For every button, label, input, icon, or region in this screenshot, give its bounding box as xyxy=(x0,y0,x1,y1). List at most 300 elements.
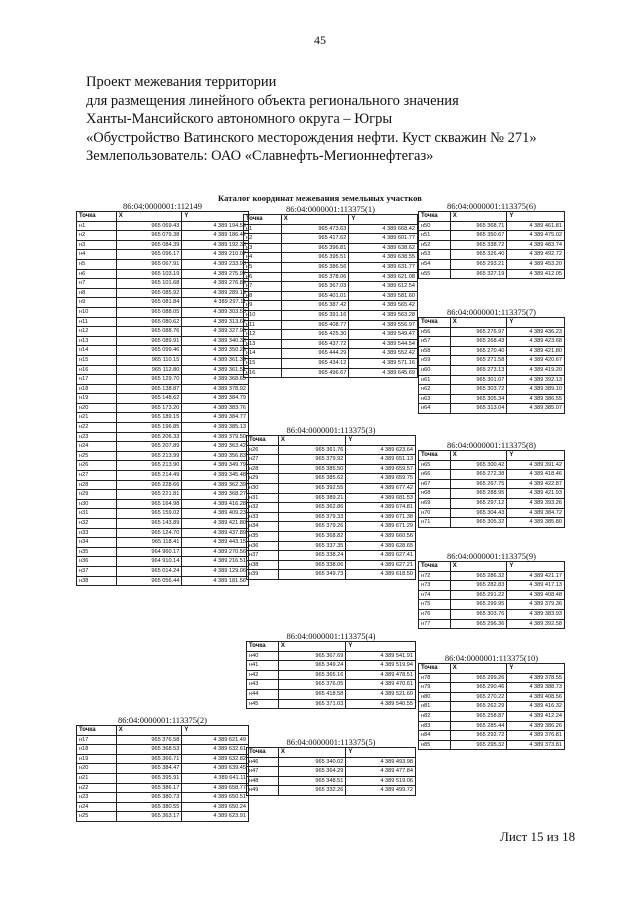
x-cell: 965 101.68 xyxy=(116,279,182,289)
point-cell: н37 xyxy=(247,551,279,561)
y-cell: 4 389 383.76 xyxy=(182,403,249,413)
table-row xyxy=(77,307,249,317)
y-cell: 4 389 416.32 xyxy=(507,702,565,712)
table-row xyxy=(244,301,418,311)
x-cell: 965 349.73 xyxy=(278,570,346,580)
point-cell: н28 xyxy=(247,464,279,474)
header-x: X xyxy=(450,664,507,674)
table-row xyxy=(77,336,249,346)
header-point: Точка xyxy=(77,726,117,736)
point-cell: н34 xyxy=(247,522,279,532)
x-cell: 965 067.91 xyxy=(116,259,182,269)
y-cell: 4 389 393.26 xyxy=(507,498,565,508)
table-row xyxy=(244,234,418,244)
point-cell: н32 xyxy=(77,519,117,529)
point-cell: н35 xyxy=(77,547,117,557)
point-cell: н45 xyxy=(247,699,279,709)
y-cell: 4 389 376.81 xyxy=(507,731,565,741)
x-cell: 965 338.24 xyxy=(278,551,346,561)
x-cell: 965 293.21 xyxy=(450,259,507,269)
table-row xyxy=(244,358,418,368)
x-cell: 965 112.80 xyxy=(116,365,182,375)
y-cell: 4 389 519.06 xyxy=(346,776,416,786)
x-cell: 965 361.76 xyxy=(278,445,346,455)
table-row xyxy=(419,356,565,366)
x-cell: 964 960.17 xyxy=(116,547,182,557)
x-cell: 965 313.04 xyxy=(450,404,507,414)
table-row xyxy=(247,483,416,493)
y-cell: 4 389 418.46 xyxy=(507,470,565,480)
cadastral-number-caption: 86:04:0000001:113375(6) xyxy=(447,201,536,211)
y-cell: 4 389 627.21 xyxy=(346,560,416,570)
table-row xyxy=(247,767,416,777)
coordinate-table xyxy=(246,641,416,709)
y-cell: 4 389 638.62 xyxy=(349,243,418,253)
header-y: Y xyxy=(346,748,416,758)
table-row xyxy=(419,609,565,619)
y-cell: 4 389 443.15 xyxy=(182,538,249,548)
y-cell: 4 389 645.69 xyxy=(349,368,418,378)
x-cell: 965 380.73 xyxy=(116,793,182,803)
header-x: X xyxy=(278,436,346,446)
y-cell: 4 389 618.50 xyxy=(346,570,416,580)
table-row xyxy=(419,240,565,250)
y-cell: 4 389 601.77 xyxy=(349,234,418,244)
x-cell: 964 910.14 xyxy=(116,557,182,567)
table-row xyxy=(419,470,565,480)
x-cell: 965 196.85 xyxy=(116,423,182,433)
x-cell: 965 088.05 xyxy=(116,307,182,317)
y-cell: 4 389 470.61 xyxy=(346,680,416,690)
y-cell: 4 389 521.60 xyxy=(346,689,416,699)
header-x: X xyxy=(278,642,346,652)
table-row xyxy=(247,570,416,580)
header-point: Точка xyxy=(247,748,279,758)
x-cell: 965 496.67 xyxy=(281,368,349,378)
x-cell: 965 338.06 xyxy=(278,560,346,570)
cadastral-number-caption: 86:04:0000001:113375(7) xyxy=(447,307,536,317)
table-row xyxy=(419,259,565,269)
x-cell: 965 332.26 xyxy=(278,786,346,796)
x-cell: 965 129.70 xyxy=(116,375,182,385)
table-row xyxy=(247,464,416,474)
x-cell: 965 290.46 xyxy=(450,683,507,693)
point-cell: н38 xyxy=(77,576,117,586)
cadastral-number-caption: 86:04:0000001:113375(4) xyxy=(286,631,376,641)
y-cell: 4 389 477.84 xyxy=(346,767,416,777)
x-cell: 965 300.42 xyxy=(450,460,507,470)
table-row xyxy=(77,547,249,557)
x-cell: 965 214.49 xyxy=(116,471,182,481)
y-cell: 4 389 492.72 xyxy=(507,250,565,260)
header-line: «Обустройство Ватинского месторождения нефти. Куст скважин № 271» xyxy=(86,129,537,146)
y-cell: 4 389 671.29 xyxy=(346,522,416,532)
point-cell: н62 xyxy=(419,385,451,395)
point-cell: н83 xyxy=(419,721,451,731)
point-cell: н22 xyxy=(77,783,117,793)
table-row xyxy=(77,499,249,509)
point-cell: н42 xyxy=(247,670,279,680)
y-cell: 4 389 632.61 xyxy=(182,745,249,755)
point-cell: н21 xyxy=(77,413,117,423)
x-cell: 965 338.72 xyxy=(450,240,507,250)
document-header xyxy=(86,73,606,166)
header-point: Точка xyxy=(247,642,279,652)
x-cell: 965 379.33 xyxy=(278,512,346,522)
point-cell: н40 xyxy=(247,651,279,661)
table-row xyxy=(244,320,418,330)
x-cell: 965 367.03 xyxy=(281,282,349,292)
coordinate-table xyxy=(418,561,565,629)
coordinate-table xyxy=(246,435,416,580)
x-cell: 965 378.06 xyxy=(281,272,349,282)
x-cell: 965 103.19 xyxy=(116,269,182,279)
coordinate-table xyxy=(76,211,249,586)
x-cell: 965 258.87 xyxy=(450,711,507,721)
x-cell: 965 395.51 xyxy=(281,253,349,263)
x-cell: 965 056.44 xyxy=(116,576,182,586)
table-row xyxy=(77,480,249,490)
point-cell: н58 xyxy=(419,346,451,356)
header-y: Y xyxy=(507,212,565,222)
x-cell: 965 386.56 xyxy=(281,262,349,272)
point-cell: н35 xyxy=(247,531,279,541)
header-y: Y xyxy=(507,562,565,572)
x-cell: 965 080.62 xyxy=(116,317,182,327)
point-cell: н49 xyxy=(247,786,279,796)
table-row xyxy=(419,346,565,356)
x-cell: 965 262.29 xyxy=(450,702,507,712)
point-cell: н57 xyxy=(419,337,451,347)
table-row xyxy=(419,231,565,241)
point-cell: н18 xyxy=(77,384,117,394)
table-header-row xyxy=(244,215,418,225)
table-row xyxy=(419,702,565,712)
point-cell: н76 xyxy=(419,609,451,619)
point-cell: н4 xyxy=(77,250,117,260)
x-cell: 965 207.89 xyxy=(116,442,182,452)
y-cell: 4 389 478.51 xyxy=(346,670,416,680)
y-cell: 4 389 368.65 xyxy=(182,375,249,385)
point-cell: н21 xyxy=(77,773,117,783)
table-row xyxy=(77,566,249,576)
x-cell: 965 417.62 xyxy=(281,234,349,244)
point-cell: н60 xyxy=(419,365,451,375)
y-cell: 4 389 671.38 xyxy=(346,512,416,522)
point-cell: н64 xyxy=(419,404,451,414)
x-cell: 965 228.66 xyxy=(116,480,182,490)
point-cell: н51 xyxy=(419,231,451,241)
y-cell: 4 389 386.26 xyxy=(507,721,565,731)
y-cell: 4 389 289.19 xyxy=(182,288,249,298)
table-row xyxy=(419,683,565,693)
point-cell: н34 xyxy=(77,538,117,548)
table-row xyxy=(77,327,249,337)
point-cell: н68 xyxy=(419,489,451,499)
point-cell: н77 xyxy=(419,619,451,629)
y-cell: 4 389 475.02 xyxy=(507,231,565,241)
table-row xyxy=(77,802,249,812)
table-row xyxy=(77,346,249,356)
point-cell: н5 xyxy=(244,262,282,272)
x-cell: 965 138.87 xyxy=(116,384,182,394)
point-cell: н14 xyxy=(244,349,282,359)
table-row xyxy=(419,489,565,499)
y-cell: 4 389 453.20 xyxy=(507,259,565,269)
point-cell: н29 xyxy=(77,490,117,500)
table-header-row xyxy=(77,212,249,222)
table-header-row xyxy=(419,451,565,461)
y-cell: 4 389 549.47 xyxy=(349,330,418,340)
table-row xyxy=(77,355,249,365)
x-cell: 965 110.15 xyxy=(116,355,182,365)
table-row xyxy=(77,403,249,413)
y-cell: 4 389 499.72 xyxy=(346,786,416,796)
point-cell: н85 xyxy=(419,740,451,750)
header-y: Y xyxy=(507,664,565,674)
y-cell: 4 389 632.82 xyxy=(182,754,249,764)
point-cell: н19 xyxy=(77,394,117,404)
y-cell: 4 389 361.39 xyxy=(182,355,249,365)
table-row xyxy=(247,512,416,522)
y-cell: 4 389 340.33 xyxy=(182,336,249,346)
y-cell: 4 389 361.51 xyxy=(182,365,249,375)
x-cell: 965 297.12 xyxy=(450,498,507,508)
x-cell: 965 213.99 xyxy=(116,451,182,461)
cadastral-number-caption: 86:04:0000001:113375(1) xyxy=(286,204,375,214)
x-cell: 965 206.33 xyxy=(116,432,182,442)
table-row xyxy=(77,519,249,529)
x-cell: 965 444.29 xyxy=(281,349,349,359)
coordinate-table-block xyxy=(418,653,565,750)
x-cell: 965 368.82 xyxy=(278,531,346,541)
table-row xyxy=(244,339,418,349)
table-row xyxy=(419,590,565,600)
point-cell: н36 xyxy=(247,541,279,551)
cadastral-number-caption: 86:04:0000001:113375(9) xyxy=(447,551,536,561)
x-cell: 965 304.43 xyxy=(450,508,507,518)
point-cell: н5 xyxy=(77,259,117,269)
x-cell: 965 418.58 xyxy=(278,689,346,699)
cadastral-number-caption: 86:04:0000001:112149 xyxy=(122,201,203,211)
x-cell: 965 271.58 xyxy=(450,356,507,366)
x-cell: 965 268.43 xyxy=(450,337,507,347)
y-cell: 4 389 658.77 xyxy=(182,783,249,793)
x-cell: 965 282.83 xyxy=(450,581,507,591)
y-cell: 4 389 378.92 xyxy=(182,384,249,394)
x-cell: 965 379.92 xyxy=(278,455,346,465)
coordinate-table-block xyxy=(76,715,249,822)
table-row xyxy=(77,528,249,538)
y-cell: 4 389 681.53 xyxy=(346,493,416,503)
table-row xyxy=(419,721,565,731)
x-cell: 965 286.32 xyxy=(450,571,507,581)
x-cell: 965 221.81 xyxy=(116,490,182,500)
x-cell: 965 385.50 xyxy=(278,464,346,474)
x-cell: 965 189.15 xyxy=(116,413,182,423)
cadastral-number-caption: 86:04:0000001:113375(3) xyxy=(286,425,376,435)
point-cell: н29 xyxy=(247,474,279,484)
x-cell: 965 267.75 xyxy=(450,479,507,489)
point-cell: н26 xyxy=(247,445,279,455)
table-header-row xyxy=(247,436,416,446)
y-cell: 4 389 233.93 xyxy=(182,259,249,269)
header-y: Y xyxy=(507,451,565,461)
y-cell: 4 389 392.58 xyxy=(507,619,565,629)
x-cell: 965 299.95 xyxy=(450,600,507,610)
point-cell: н2 xyxy=(244,234,282,244)
table-row xyxy=(247,786,416,796)
x-cell: 965 408.77 xyxy=(281,320,349,330)
table-row xyxy=(419,571,565,581)
point-cell: н11 xyxy=(244,320,282,330)
point-cell: н59 xyxy=(419,356,451,366)
x-cell: 965 164.98 xyxy=(116,499,182,509)
y-cell: 4 389 388.73 xyxy=(507,683,565,693)
x-cell: 965 376.05 xyxy=(278,680,346,690)
x-cell: 965 326.40 xyxy=(450,250,507,260)
point-cell: н25 xyxy=(77,451,117,461)
table-row xyxy=(419,269,565,279)
y-cell: 4 389 563.28 xyxy=(349,310,418,320)
point-cell: н12 xyxy=(77,327,117,337)
y-cell: 4 389 659.75 xyxy=(346,474,416,484)
header-point: Точка xyxy=(419,664,451,674)
x-cell: 965 291.22 xyxy=(450,590,507,600)
header-point: Точка xyxy=(247,436,279,446)
y-cell: 4 389 275.92 xyxy=(182,269,249,279)
cadastral-number-caption: 86:04:0000001:113375(2) xyxy=(118,715,207,725)
y-cell: 4 389 437.89 xyxy=(182,528,249,538)
header-y: Y xyxy=(346,436,416,446)
point-cell: н70 xyxy=(419,508,451,518)
table-row xyxy=(247,680,416,690)
header-point: Точка xyxy=(419,212,451,222)
table-row xyxy=(247,661,416,671)
x-cell: 965 385.62 xyxy=(278,474,346,484)
table-row xyxy=(419,619,565,629)
y-cell: 4 389 421.80 xyxy=(182,519,249,529)
header-x: X xyxy=(278,748,346,758)
point-cell: н48 xyxy=(247,776,279,786)
x-cell: 965 425.30 xyxy=(281,330,349,340)
x-cell: 965 296.36 xyxy=(450,619,507,629)
table-row xyxy=(77,538,249,548)
table-header-row xyxy=(419,212,565,222)
y-cell: 4 389 659.57 xyxy=(346,464,416,474)
y-cell: 4 389 571.16 xyxy=(349,358,418,368)
table-row xyxy=(244,253,418,263)
point-cell: н67 xyxy=(419,479,451,489)
y-cell: 4 389 421.93 xyxy=(507,489,565,499)
table-row xyxy=(419,460,565,470)
table-row xyxy=(77,279,249,289)
table-row xyxy=(244,243,418,253)
point-cell: н56 xyxy=(419,327,451,337)
table-row xyxy=(247,699,416,709)
x-cell: 965 349.24 xyxy=(278,661,346,671)
point-cell: н9 xyxy=(244,301,282,311)
header-line: Землепользователь: ОАО «Славнефть-Мегионнефтегаз» xyxy=(86,148,434,164)
point-cell: н3 xyxy=(77,240,117,250)
table-row xyxy=(247,651,416,661)
header-line: Ханты-Мансийского автономного округа – Югры xyxy=(86,111,393,127)
table-row xyxy=(77,461,249,471)
point-cell: н31 xyxy=(77,509,117,519)
table-row xyxy=(247,522,416,532)
point-cell: н20 xyxy=(77,403,117,413)
table-row xyxy=(77,231,249,241)
header-x: X xyxy=(116,726,182,736)
point-cell: н23 xyxy=(77,432,117,442)
x-cell: 965 380.55 xyxy=(116,802,182,812)
point-cell: н14 xyxy=(77,346,117,356)
y-cell: 4 389 668.42 xyxy=(349,224,418,234)
x-cell: 965 299.26 xyxy=(450,673,507,683)
coordinate-table-block xyxy=(243,204,418,378)
y-cell: 4 389 650.51 xyxy=(182,793,249,803)
header-point: Точка xyxy=(419,318,451,328)
y-cell: 4 389 385.07 xyxy=(507,404,565,414)
y-cell: 4 389 373.81 xyxy=(507,740,565,750)
point-cell: н7 xyxy=(77,279,117,289)
y-cell: 4 389 412.05 xyxy=(507,269,565,279)
y-cell: 4 389 631.77 xyxy=(349,262,418,272)
x-cell: 965 014.24 xyxy=(116,566,182,576)
table-row xyxy=(244,330,418,340)
table-row xyxy=(419,250,565,260)
table-row xyxy=(247,493,416,503)
point-cell: н65 xyxy=(419,460,451,470)
y-cell: 4 389 313.62 xyxy=(182,317,249,327)
x-cell: 965 089.91 xyxy=(116,336,182,346)
point-cell: н6 xyxy=(244,272,282,282)
cadastral-number-caption: 86:04:0000001:113375(10) xyxy=(444,653,539,663)
x-cell: 965 395.91 xyxy=(116,773,182,783)
coordinate-table xyxy=(246,747,416,796)
y-cell: 4 389 385.13 xyxy=(182,423,249,433)
table-row xyxy=(419,404,565,414)
point-cell: н30 xyxy=(247,483,279,493)
table-row xyxy=(77,557,249,567)
x-cell: 965 303.72 xyxy=(450,385,507,395)
table-row xyxy=(419,479,565,489)
table-row xyxy=(247,560,416,570)
x-cell: 965 124.70 xyxy=(116,528,182,538)
table-row xyxy=(247,474,416,484)
table-row xyxy=(77,432,249,442)
point-cell: н26 xyxy=(77,461,117,471)
y-cell: 4 389 270.56 xyxy=(182,547,249,557)
table-row xyxy=(77,384,249,394)
point-cell: н1 xyxy=(244,224,282,234)
y-cell: 4 389 368.27 xyxy=(182,490,249,500)
y-cell: 4 389 384.72 xyxy=(507,508,565,518)
y-cell: 4 389 392.13 xyxy=(507,375,565,385)
table-row xyxy=(419,600,565,610)
table-row xyxy=(77,471,249,481)
table-row xyxy=(247,757,416,767)
x-cell: 965 337.35 xyxy=(278,541,346,551)
coordinate-table-block xyxy=(246,425,416,580)
y-cell: 4 389 421.17 xyxy=(507,571,565,581)
header-line: для размещения линейного объекта регионального значения xyxy=(86,92,459,109)
point-cell: н13 xyxy=(244,339,282,349)
point-cell: н23 xyxy=(77,793,117,803)
table-row xyxy=(419,673,565,683)
table-row xyxy=(419,518,565,528)
point-cell: н47 xyxy=(247,767,279,777)
